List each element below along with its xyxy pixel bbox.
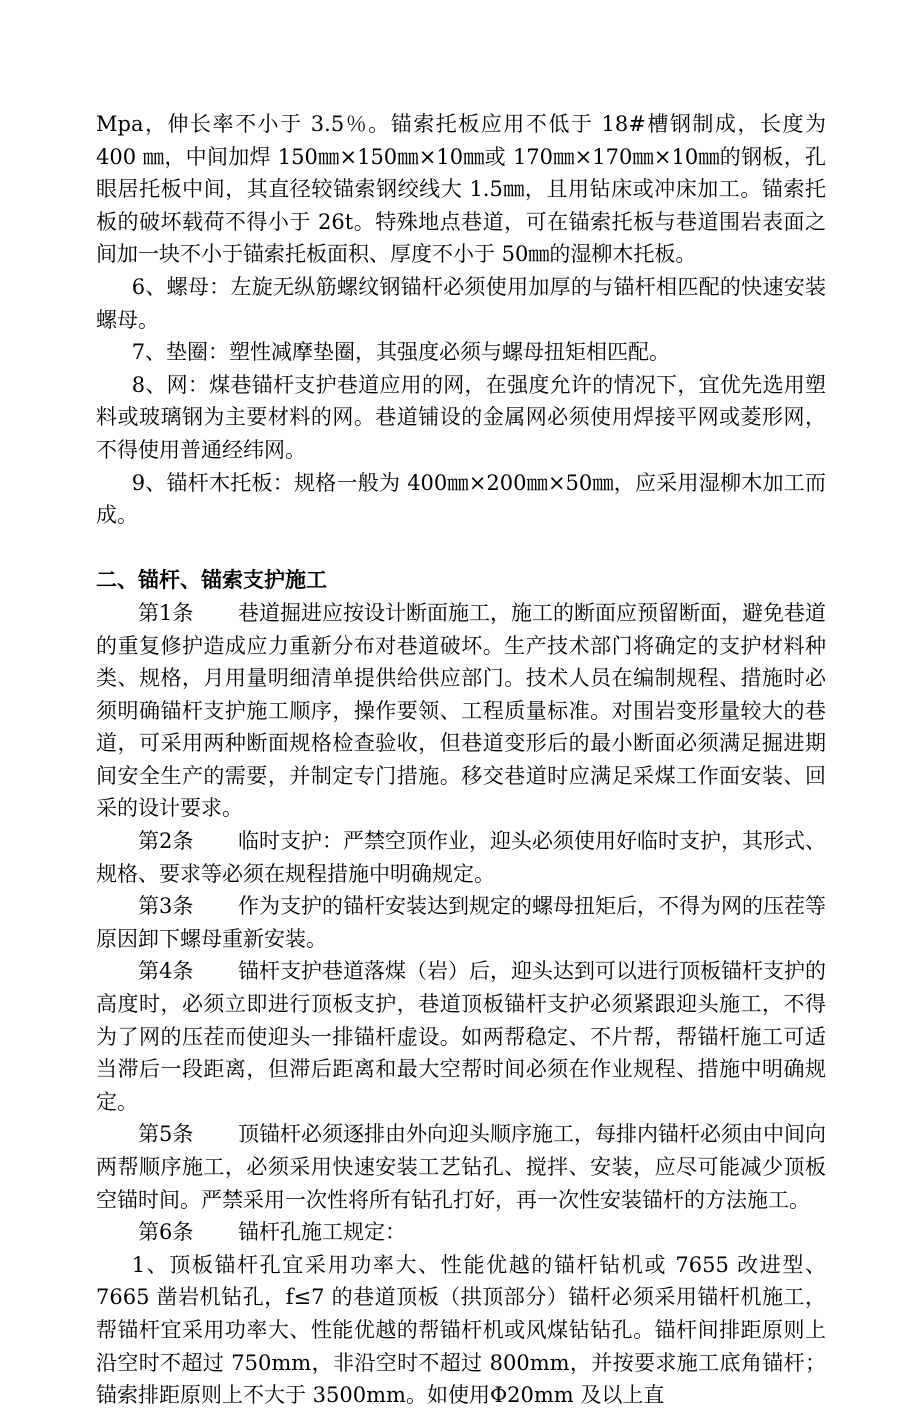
blank-line [96, 532, 826, 565]
item-8-mesh: 8、网：煤巷锚杆支护巷道应用的网，在强度允许的情况下，宜优先选用塑料或玻璃钢为主要材料的网。巷道铺设的金属网必须使用焊接平网或菱形网，不得使用普通经纬网。 [96, 372, 826, 462]
item-6-nut: 6、螺母：左旋无纵筋螺纹钢锚杆必须使用加厚的与锚杆相匹配的快速安装螺母。 [96, 274, 826, 332]
article-6 [96, 1216, 826, 1249]
article-text: 临时支护：严禁空顶作业，迎头必须使用好临时支护，其形式、规格、要求等必须在规程措施中明确规定。 [96, 829, 826, 886]
article-label: 第4条 [138, 959, 194, 984]
article-label: 第3条 [138, 894, 194, 919]
article-2 [96, 825, 826, 890]
article-text: 作为支护的锚杆安装达到规定的螺母扭矩后，不得为网的压茬等原因卸下螺母重新安装。 [96, 894, 826, 951]
article-label: 第2条 [138, 829, 194, 854]
article-label: 第6条 [138, 1220, 194, 1245]
article-5 [96, 1118, 826, 1216]
article-text: 锚杆支护巷道落煤（岩）后，迎头达到可以进行顶板锚杆支护的高度时，必须立即进行顶板支护，巷道顶板锚杆支护必须紧跟迎头施工，不得为了网的压茬而使迎头一排锚杆虚设。如两帮稳定、不片帮，帮锚杆施工可适当滞后一段距离，但滞后距离和最大空帮时间必须在作业规程、措施中明确规定。 [96, 959, 826, 1114]
article-1 [96, 597, 826, 825]
article-3 [96, 890, 826, 955]
item-7-washer: 7、垫圈：塑性减摩垫圈，其强度必须与螺母扭矩相匹配。 [131, 340, 671, 365]
item-9-wood-pallet: 9、锚杆木托板：规格一般为 400㎜×200㎜×50㎜，应采用湿柳木加工而成。 [96, 470, 826, 528]
article-text: 顶锚杆必须逐排由外向迎头顺序施工，每排内锚杆必须由中间向两帮顺序施工，必须采用快速安装工艺钻孔、搅拌、安装，应尽可能减少顶板空锚时间。严禁采用一次性将所有钻孔打好，再一次性安装锚杆的方法施工。 [96, 1122, 826, 1212]
article-label: 第1条 [138, 600, 194, 625]
article-text: 锚杆孔施工规定： [238, 1220, 406, 1245]
article-text: 巷道掘进应按设计断面施工，施工的断面应预留断面，避免巷道的重复修护造成应力重新分布对巷道破坏。生产技术部门将确定的支护材料种类、规格，月用量明细清单提供给供应部门。技术人员在编制规程、措施时必须明确锚杆支护施工顺序，操作要领、工程质量标准。对围岩变形量较大的巷道，可采用两种断面规格检查验收，但巷道变形后的最小断面必须满足掘进期间安全生产的需要，并制定专门措施。移交巷道时应满足采煤工作面安装、回采的设计要求。 [96, 600, 826, 821]
article-4 [96, 955, 826, 1118]
section-title: 二、锚杆、锚索支护施工 [96, 568, 327, 593]
article-label: 第5条 [138, 1122, 194, 1147]
document-page [96, 108, 826, 1412]
article-6-item-1: 1、顶板锚杆孔宜采用功率大、性能优越的锚杆钻机或 7655 改进型、7665 凿岩机钻孔，f≤7 的巷道顶板（拱顶部分）锚杆必须采用锚杆机施工，帮锚杆宜采用功率大、性能优越的帮锚杆机或风煤钻钻孔。锚杆间排距原则上沿空时不超过 750mm，非沿空时不超过 800mm，并按要求施工底角锚杆；锚索排距原则上不大于 3500mm。如使用Φ20mm 及以上直 [96, 1252, 826, 1408]
materials-paragraph: Mpa，伸长率不小于 3.5％。锚索托板应用不低于 18#槽钢制成，长度为 400 ㎜，中间加焊 150㎜×150㎜×10㎜或 170㎜×170㎜×10㎜的钢板，孔眼居托板中间，其直径较锚索钢绞线大 1.5㎜，且用钻床或冲床加工。锚索托板的破坏载荷不得小于 26t。特殊地点巷道，可在锚索托板与巷道围岩表面之间加一块不小于锚索托板面积、厚度不小于 50㎜的湿柳木托板。 [96, 112, 826, 267]
